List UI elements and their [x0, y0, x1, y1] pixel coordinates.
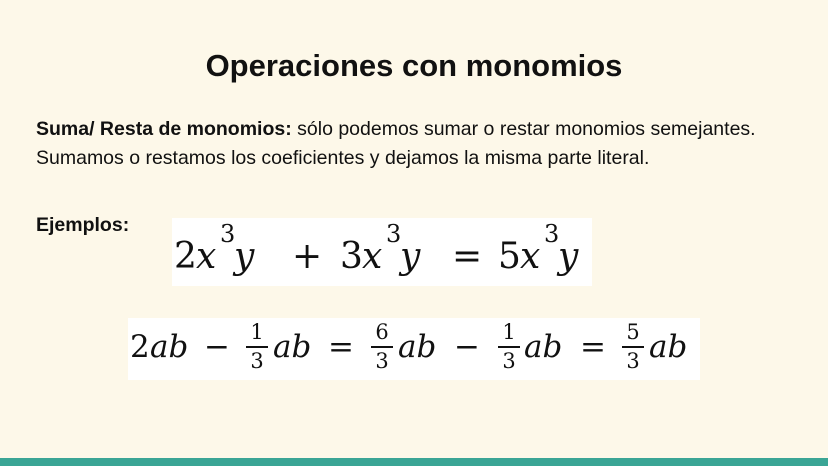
fraction-numerator: 5: [626, 320, 640, 344]
coefficient: 2: [174, 236, 197, 277]
variable-ab: ab: [398, 329, 437, 365]
fraction: [498, 320, 520, 374]
examples-label: Ejemplos:: [36, 214, 130, 236]
fraction-bar: [622, 346, 644, 348]
fraction: [371, 320, 393, 374]
fraction-numerator: 6: [375, 320, 389, 344]
variable-y: y: [400, 236, 421, 277]
coefficient: 2: [130, 329, 150, 365]
equals-operator: =: [580, 329, 606, 365]
footer-accent-bar: [0, 458, 828, 466]
exponent: 3: [544, 220, 560, 248]
example-equation-1: [172, 218, 592, 286]
definition-text: sólo podemos sumar o restar monomios semejantes. Sumamos o restamos los coeficientes y dejamos la misma parte literal.: [36, 118, 756, 169]
variable-x: x: [196, 236, 217, 277]
definition-paragraph: [36, 115, 776, 172]
variable-x: x: [520, 236, 541, 277]
fraction: [246, 320, 268, 374]
fraction-denominator: 3: [626, 349, 640, 373]
variable-ab: ab: [649, 329, 688, 365]
fraction-bar: [498, 346, 520, 348]
fraction-bar: [246, 346, 268, 348]
fraction-numerator: 1: [502, 320, 516, 344]
fraction-denominator: 3: [375, 349, 389, 373]
equals-operator: =: [328, 329, 354, 365]
definition-lead: Suma/ Resta de monomios:: [36, 118, 292, 140]
slide-title: Operaciones con monomios: [205, 48, 623, 83]
variable-y: y: [234, 236, 255, 277]
minus-operator: −: [454, 329, 480, 365]
example-equation-2: [128, 318, 700, 380]
coefficient: 3: [340, 236, 363, 277]
equals-operator: =: [452, 236, 483, 277]
coefficient: 5: [498, 236, 521, 277]
variable-ab: ab: [273, 329, 312, 365]
plus-operator: +: [292, 236, 323, 277]
minus-operator: −: [204, 329, 230, 365]
variable-ab: ab: [524, 329, 563, 365]
variable-x: x: [362, 236, 383, 277]
fraction: [622, 320, 644, 374]
fraction-bar: [371, 346, 393, 348]
exponent: 3: [386, 220, 402, 248]
variable-y: y: [558, 236, 579, 277]
fraction-denominator: 3: [250, 349, 264, 373]
variable-ab: ab: [150, 329, 189, 365]
fraction-denominator: 3: [502, 349, 516, 373]
fraction-numerator: 1: [250, 320, 264, 344]
exponent: 3: [220, 220, 236, 248]
